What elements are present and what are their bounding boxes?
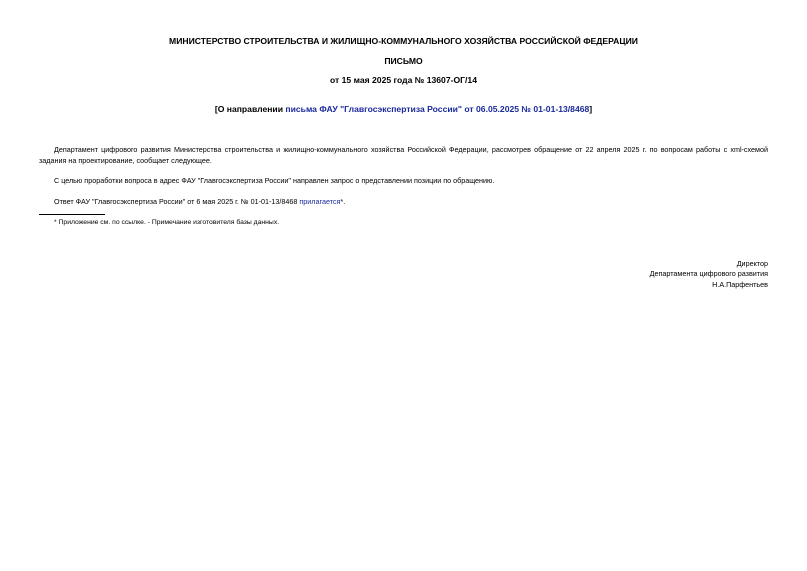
body-paragraph-3 [39, 197, 768, 208]
ministry-heading: МИНИСТЕРСТВО СТРОИТЕЛЬСТВА И ЖИЛИЩНО-КОММУНАЛЬНОГО ХОЗЯЙСТВА РОССИЙСКОЙ ФЕДЕРАЦИИ [169, 36, 638, 46]
document-type: ПИСЬМО [384, 56, 423, 66]
subject-prefix: [О направлении [214, 104, 286, 114]
signature-name: Н.А.Парфентьев [712, 280, 768, 289]
body-paragraph-2: С целью проработки вопроса в адрес ФАУ "Главгосэкспертиза России" направлен запрос о представлении позиции по обращению. [54, 176, 495, 185]
footnote-divider [39, 214, 105, 215]
paragraph-3-suffix: *. [340, 197, 346, 206]
body-paragraph-1: Департамент цифрового развития Министерства строительства и жилищно-коммунального хозяйства Российской Федерации, рассмотрев обращение от 22 апреля 2025 г. по вопросам работы с xml-схемой задания на проектирование, сообщает следующее. [39, 145, 768, 165]
footnote-text: * Приложение см. по ссылке. - Примечание изготовителя базы данных. [54, 219, 280, 226]
subject-link[interactable]: письма ФАУ "Главгосэкспертиза России" от 06.05.2025 № 01-01-13/8468 [285, 104, 590, 114]
document-date-number: от 15 мая 2025 года № 13607-ОГ/14 [330, 75, 477, 85]
paragraph-3-text: Ответ ФАУ "Главгосэкспертиза России" от 6 мая 2025 г. № 01-01-13/8468 [54, 197, 300, 206]
document-subject [0, 104, 807, 115]
subject-suffix: ] [589, 104, 593, 114]
signature-position: Директор [736, 259, 768, 268]
attachment-link[interactable]: прилагается [299, 197, 341, 206]
signature-department: Департамента цифрового развития [649, 269, 768, 278]
